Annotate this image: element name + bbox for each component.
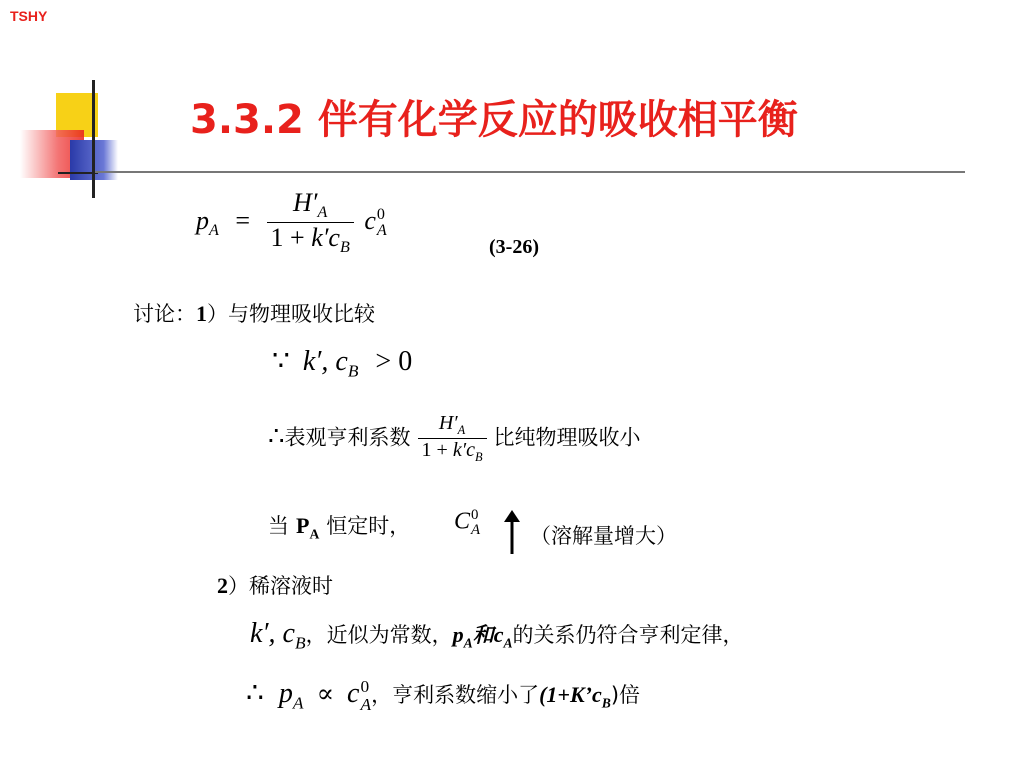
and-text: 和 — [472, 623, 494, 647]
ca0-symbol: C 0 A — [454, 507, 481, 538]
page-title: 3.3.2 伴有化学反应的吸收相平衡 — [190, 97, 798, 143]
discussion-label: 讨论： — [133, 302, 196, 326]
constant-text: 恒定时， — [326, 514, 411, 538]
because-condition: ∵ k′, $c_B > 0$ — [272, 346, 413, 381]
coefficient-comparison: 比纯物理吸收小 — [493, 425, 641, 450]
pa-symbol: $P_A$ — [296, 513, 320, 542]
relation-text: 的关系仍符合亨利定律， — [512, 623, 744, 647]
discussion-point-1 — [133, 298, 375, 328]
approx-constant-line: k′, $c_B$，近似为常数，$p_A$和$c_A$的关系仍符合亨利定律， — [250, 618, 744, 653]
decorative-logo — [20, 80, 180, 200]
brand-label: TSHY — [10, 8, 48, 24]
proportional-line: ∴ $p_A \propto c$ 0 A ，亨利系数缩小了$(1+K’c_B)$倍 — [246, 676, 641, 714]
point1-number: 1 — [196, 301, 207, 326]
point1-text: ）与物理吸收比较 — [207, 302, 375, 326]
point2-text: ）稀溶液时 — [228, 574, 333, 598]
title-rule — [95, 171, 965, 173]
factor-close: )倍 — [610, 683, 641, 707]
short-rule — [58, 172, 98, 174]
constant-pressure-line — [268, 510, 410, 542]
therefore-coefficient: ∴表观亨利系数 $\frac{H'_A}{1 + k'c_B}$ 比纯物理吸收小 — [268, 412, 641, 464]
discussion-point-2 — [217, 570, 333, 600]
equation-number: (3-26) — [489, 236, 539, 258]
therefore-symbol-2: ∴ — [246, 676, 264, 709]
up-arrow-icon — [500, 508, 524, 556]
solubility-note: （溶解量增大） — [530, 524, 677, 548]
equation-3-26: $p_A$ = $\frac{H'_A}{1 + k'c_B}$ c 0 A — [196, 188, 387, 257]
henry-text: ，亨利系数缩小了 — [371, 683, 540, 707]
vertical-rule — [92, 80, 95, 198]
when-text: 当 — [268, 514, 289, 538]
approx-text: ，近似为常数， — [305, 623, 453, 647]
therefore-symbol: ∴ — [268, 421, 285, 452]
point2-number: 2 — [217, 573, 228, 598]
coefficient-label: 表观亨利系数 — [284, 425, 411, 450]
because-symbol: ∵ — [272, 346, 290, 377]
